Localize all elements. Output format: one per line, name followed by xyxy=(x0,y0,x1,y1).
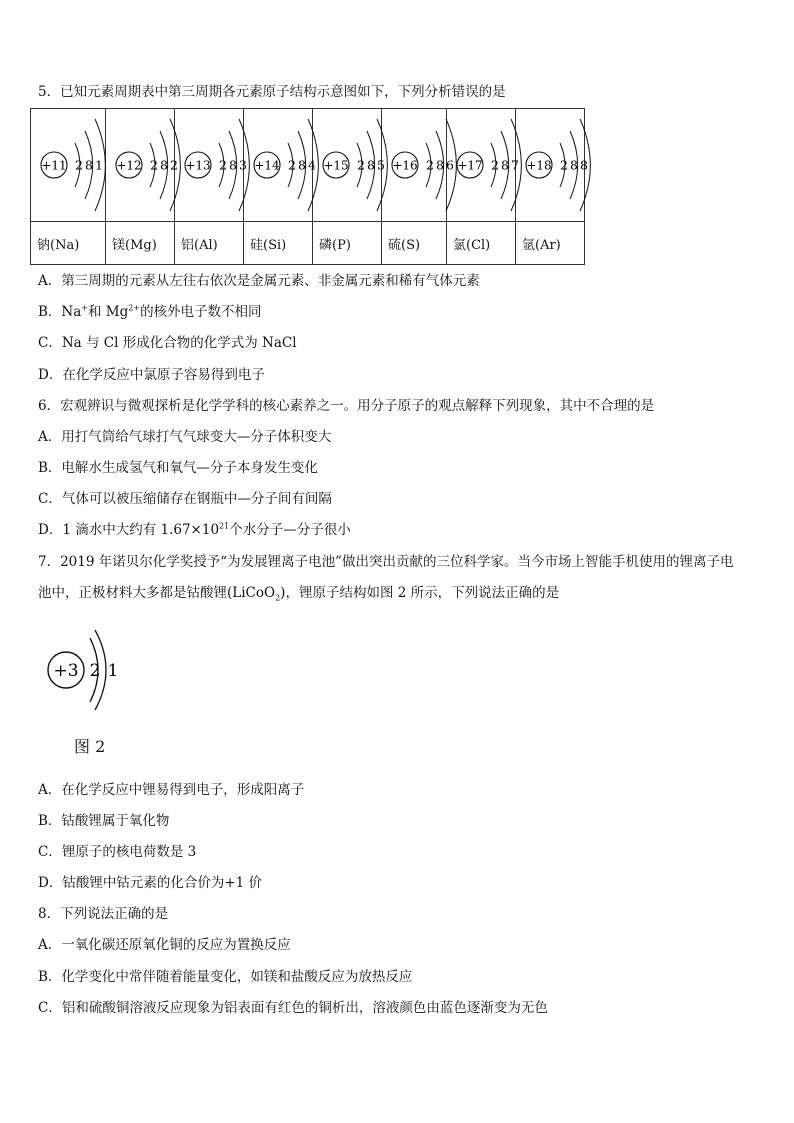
q6-option-a: A．用打气筒给气球打气气球变大—分子体积变大 xyxy=(38,429,332,445)
li-shell-1-count: 2 xyxy=(89,661,101,681)
lithium-atom-diagram xyxy=(40,620,150,720)
li-shell-2-count: 1 xyxy=(107,661,119,681)
atom-diagram xyxy=(106,109,178,221)
shell-electron-count: 8 xyxy=(501,157,509,173)
nucleus-charge: +12 xyxy=(116,158,142,173)
nucleus-charge: +14 xyxy=(254,158,280,173)
atom-diagram-row xyxy=(31,109,585,222)
atom-cell-3 xyxy=(175,109,247,222)
nucleus-charge: +17 xyxy=(457,158,483,173)
element-name-cell: 氯(Cl) xyxy=(447,222,516,265)
q6-option-d-part2: 个水分子—分子很小 xyxy=(229,522,351,538)
atom-diagram xyxy=(382,109,454,221)
shell-electron-count: 8 xyxy=(229,157,237,173)
shell-electron-count: 8 xyxy=(570,157,578,173)
q8-option-a: A．一氧化碳还原氧化铜的反应为置换反应 xyxy=(38,937,291,953)
atom-diagram xyxy=(175,109,247,221)
shell-electron-count: 2 xyxy=(357,157,365,173)
q6-option-d-part1: D．1 滴水中大约有 1.67×10 xyxy=(38,522,220,538)
q7-stem-line2-part2: )，锂原子结构如图 2 所示，下列说法正确的是 xyxy=(280,585,560,601)
q6-stem: 6．宏观辨识与微观探析是化学学科的核心素养之一。用分子原子的观点解释下列现象，其中不合理的是 xyxy=(38,398,655,414)
q8-option-c: C．铝和硫酸铜溶液反应现象为铝表面有红色的铜析出，溶液颜色由蓝色逐渐变为无色 xyxy=(38,1000,548,1016)
q8-stem: 8．下列说法正确的是 xyxy=(38,906,169,922)
q7-option-b: B．钴酸锂属于氧化物 xyxy=(38,813,170,829)
atom-cell-6 xyxy=(382,109,454,222)
element-name-cell: 镁(Mg) xyxy=(106,222,175,265)
atom-cell-7 xyxy=(447,109,519,222)
shell-electron-count: 2 xyxy=(219,157,227,173)
q5-option-b-charge2: 2+ xyxy=(128,303,141,313)
period3-atom-table xyxy=(30,108,588,265)
nucleus-charge: +11 xyxy=(41,158,67,173)
atom-diagram xyxy=(516,109,588,221)
q6-option-d xyxy=(38,521,351,539)
shell-electron-count: 1 xyxy=(95,157,103,173)
q8-option-b: B．化学变化中常伴随着能量变化，如镁和盐酸反应为放热反应 xyxy=(38,969,413,985)
atom-diagram xyxy=(244,109,316,221)
nucleus-charge: +13 xyxy=(185,158,211,173)
element-name-cell: 硅(Si) xyxy=(244,222,313,265)
q7-stem-line1: 7．2019 年诺贝尔化学奖授予“为发展锂离子电池”做出突出贡献的三位科学家。当今市场上智能手机使用的锂离子电 xyxy=(38,554,734,570)
shell-electron-count: 4 xyxy=(308,157,316,173)
atom-cell-1 xyxy=(31,109,106,222)
q5-option-a: A．第三周期的元素从左往右依次是金属元素、非金属元素和稀有气体元素 xyxy=(38,273,480,289)
figure-2-label: 图 2 xyxy=(74,737,106,756)
shell-electron-count: 2 xyxy=(288,157,296,173)
atom-cell-8 xyxy=(516,109,588,222)
q5-option-b-part1: B．Na xyxy=(38,304,82,320)
shell-electron-count: 2 xyxy=(75,157,83,173)
shell-electron-count: 2 xyxy=(560,157,568,173)
nucleus-charge: +15 xyxy=(323,158,349,173)
q7-stem-subscript: 2 xyxy=(275,593,281,603)
atom-diagram xyxy=(447,109,519,221)
shell-electron-count: 6 xyxy=(446,157,454,173)
atom-cell-4 xyxy=(244,109,316,222)
shell-electron-count: 2 xyxy=(491,157,499,173)
shell-electron-count: 8 xyxy=(436,157,444,173)
shell-electron-count: 8 xyxy=(298,157,306,173)
q7-option-a: A．在化学反应中锂易得到电子，形成阳离子 xyxy=(38,782,305,798)
nucleus-charge: +16 xyxy=(392,158,418,173)
nucleus-charge: +18 xyxy=(526,158,552,173)
q6-option-d-exponent: 21 xyxy=(219,521,230,531)
q5-option-c: C．Na 与 Cl 形成化合物的化学式为 NaCl xyxy=(38,335,297,351)
shell-electron-count: 7 xyxy=(511,157,519,173)
q7-stem-line2-part1: 池中，正极材料大多都是钴酸锂(LiCoO xyxy=(38,585,276,601)
q5-option-b-part3: 的核外电子数不相同 xyxy=(140,304,262,320)
q5-option-b-part2: 和 Mg xyxy=(88,304,129,320)
atom-cell-5 xyxy=(313,109,385,222)
q5-option-b xyxy=(38,303,262,321)
shell-electron-count: 8 xyxy=(160,157,168,173)
element-name-cell: 硫(S) xyxy=(382,222,447,265)
q5-stem: 5．已知元素周期表中第三周期各元素原子结构示意图如下，下列分析错误的是 xyxy=(38,84,506,100)
shell-electron-count: 8 xyxy=(85,157,93,173)
shell-electron-count: 2 xyxy=(426,157,434,173)
li-nucleus-label: +3 xyxy=(53,661,79,681)
q7-stem-line2 xyxy=(38,584,559,602)
atom-diagram xyxy=(313,109,385,221)
shell-electron-count: 3 xyxy=(239,157,247,173)
atom-diagram xyxy=(31,109,105,221)
shell-electron-count: 5 xyxy=(377,157,385,173)
atom-cell-2 xyxy=(106,109,178,222)
element-name-row xyxy=(31,222,585,265)
q6-option-b: B．电解水生成氢气和氧气—分子本身发生变化 xyxy=(38,460,318,476)
element-name-cell: 铝(Al) xyxy=(175,222,244,265)
shell-electron-count: 2 xyxy=(150,157,158,173)
element-name-cell: 磷(P) xyxy=(313,222,382,265)
q5-option-b-charge1: + xyxy=(81,303,88,313)
element-name-cell: 钠(Na) xyxy=(31,222,106,265)
shell-electron-count: 8 xyxy=(367,157,375,173)
q7-option-c: C．锂原子的核电荷数是 3 xyxy=(38,844,197,860)
q5-option-d: D．在化学反应中氯原子容易得到电子 xyxy=(38,367,265,383)
q7-option-d: D．钴酸锂中钴元素的化合价为+1 价 xyxy=(38,875,263,891)
q6-option-c: C．气体可以被压缩储存在钢瓶中—分子间有间隔 xyxy=(38,491,332,507)
element-name-cell: 氩(Ar) xyxy=(516,222,585,265)
shell-electron-count: 2 xyxy=(170,157,178,173)
shell-electron-count: 8 xyxy=(580,157,588,173)
